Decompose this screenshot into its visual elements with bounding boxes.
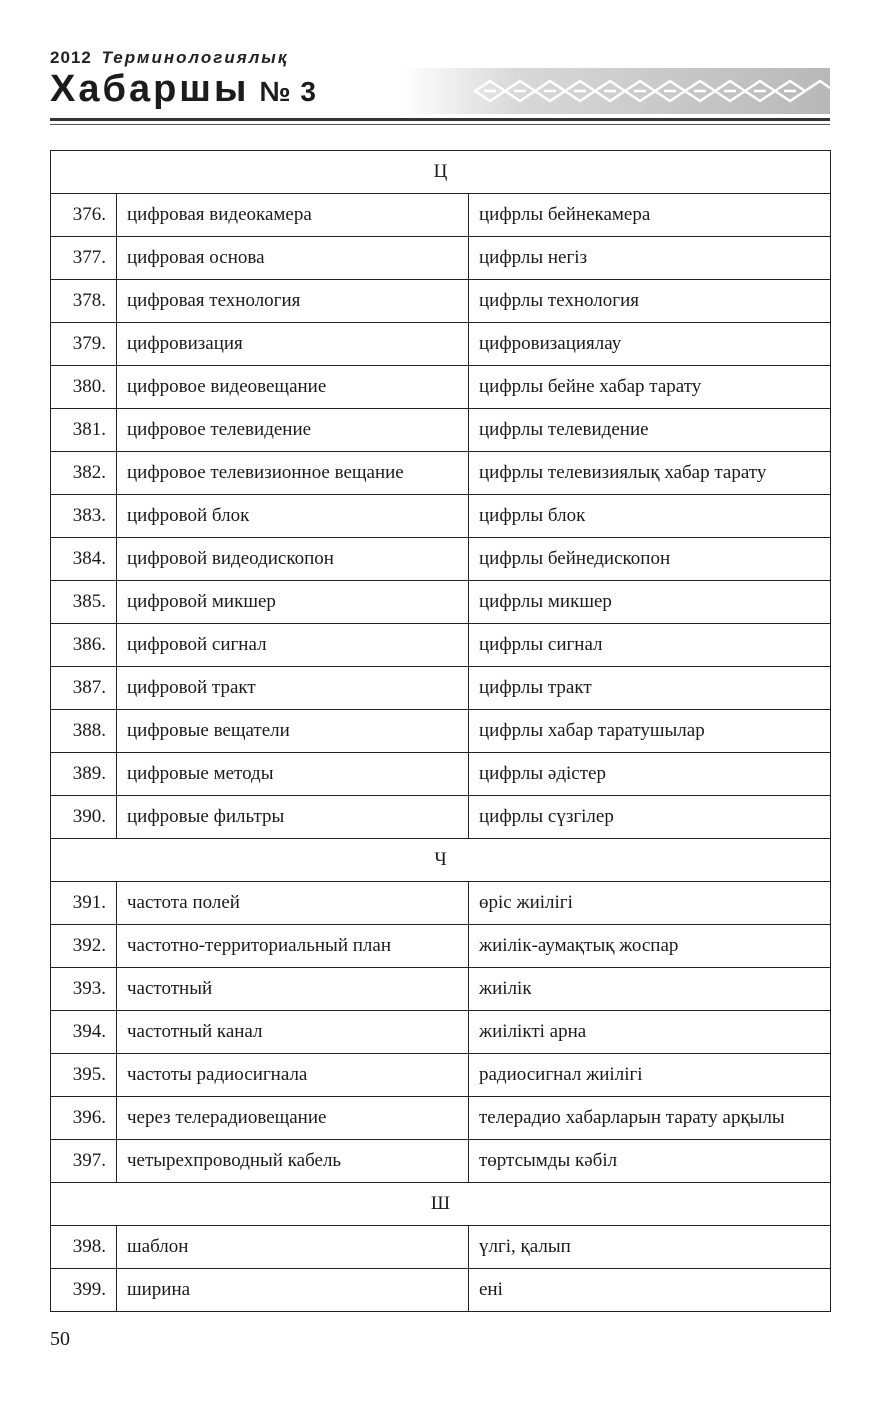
term-kazakh: цифровизациялау xyxy=(469,323,831,366)
term-russian: через телерадиовещание xyxy=(117,1097,469,1140)
header-year: 2012 xyxy=(50,48,92,67)
table-row xyxy=(51,1097,831,1140)
term-kazakh: цифрлы телевизиялық хабар тарату xyxy=(469,452,831,495)
header-rule xyxy=(50,118,830,121)
term-number: 389. xyxy=(51,753,117,796)
section-header-row xyxy=(51,839,831,882)
term-kazakh: жиілік-аумақтық жоспар xyxy=(469,925,831,968)
header-issue: № 3 xyxy=(259,76,317,107)
term-russian: четырехпроводный кабель xyxy=(117,1140,469,1183)
term-kazakh: жиілік xyxy=(469,968,831,1011)
term-number: 376. xyxy=(51,194,117,237)
term-russian: частоты радиосигнала xyxy=(117,1054,469,1097)
term-number: 398. xyxy=(51,1226,117,1269)
term-number: 394. xyxy=(51,1011,117,1054)
table-row xyxy=(51,194,831,237)
term-kazakh: радиосигнал жиілігі xyxy=(469,1054,831,1097)
term-number: 383. xyxy=(51,495,117,538)
term-kazakh: үлгі, қалып xyxy=(469,1226,831,1269)
term-kazakh: цифрлы әдістер xyxy=(469,753,831,796)
term-russian: цифровые вещатели xyxy=(117,710,469,753)
term-russian: шаблон xyxy=(117,1226,469,1269)
term-number: 396. xyxy=(51,1097,117,1140)
term-kazakh: цифрлы бейнекамера xyxy=(469,194,831,237)
table-row xyxy=(51,1140,831,1183)
term-kazakh: цифрлы сүзгілер xyxy=(469,796,831,839)
table-row xyxy=(51,280,831,323)
term-number: 382. xyxy=(51,452,117,495)
term-kazakh: цифрлы технология xyxy=(469,280,831,323)
section-letter: Ц xyxy=(51,151,831,194)
term-russian: ширина xyxy=(117,1269,469,1312)
term-kazakh: жиілікті арна xyxy=(469,1011,831,1054)
term-kazakh: цифрлы сигнал xyxy=(469,624,831,667)
table-row xyxy=(51,409,831,452)
table-row xyxy=(51,968,831,1011)
term-russian: цифровая технология xyxy=(117,280,469,323)
term-kazakh: цифрлы тракт xyxy=(469,667,831,710)
ornament-icon xyxy=(470,76,830,106)
term-russian: цифровой микшер xyxy=(117,581,469,624)
term-russian: цифровые фильтры xyxy=(117,796,469,839)
term-number: 380. xyxy=(51,366,117,409)
table-row xyxy=(51,323,831,366)
term-kazakh: цифрлы бейнедископон xyxy=(469,538,831,581)
term-number: 381. xyxy=(51,409,117,452)
term-russian: цифровое телевизионное вещание xyxy=(117,452,469,495)
term-russian: цифровой тракт xyxy=(117,667,469,710)
term-number: 399. xyxy=(51,1269,117,1312)
table-row xyxy=(51,753,831,796)
table-row xyxy=(51,1226,831,1269)
term-number: 384. xyxy=(51,538,117,581)
term-number: 387. xyxy=(51,667,117,710)
table-row xyxy=(51,495,831,538)
term-kazakh: цифрлы бейне хабар тарату xyxy=(469,366,831,409)
table-row xyxy=(51,925,831,968)
term-kazakh: цифрлы хабар таратушылар xyxy=(469,710,831,753)
table-row xyxy=(51,624,831,667)
term-kazakh: төртсымды кәбіл xyxy=(469,1140,831,1183)
term-russian: цифровой блок xyxy=(117,495,469,538)
table-row xyxy=(51,667,831,710)
term-russian: цифровой видеодископон xyxy=(117,538,469,581)
section-header-row xyxy=(51,1183,831,1226)
term-number: 397. xyxy=(51,1140,117,1183)
terms-table-body xyxy=(51,151,831,1312)
term-number: 385. xyxy=(51,581,117,624)
term-number: 390. xyxy=(51,796,117,839)
term-number: 393. xyxy=(51,968,117,1011)
header-title: Хабаршы xyxy=(50,68,250,110)
term-russian: частотно-территориальный план xyxy=(117,925,469,968)
term-kazakh: өріс жиілігі xyxy=(469,882,831,925)
term-russian: цифровизация xyxy=(117,323,469,366)
term-russian: цифровая видеокамера xyxy=(117,194,469,237)
term-kazakh: цифрлы телевидение xyxy=(469,409,831,452)
header-title-line xyxy=(50,68,317,111)
term-number: 378. xyxy=(51,280,117,323)
table-row xyxy=(51,237,831,280)
section-letter: Ч xyxy=(51,839,831,882)
term-russian: частота полей xyxy=(117,882,469,925)
term-kazakh: ені xyxy=(469,1269,831,1312)
term-russian: цифровые методы xyxy=(117,753,469,796)
header-subtitle-line xyxy=(50,48,288,68)
term-number: 388. xyxy=(51,710,117,753)
term-russian: частотный канал xyxy=(117,1011,469,1054)
term-kazakh: цифрлы блок xyxy=(469,495,831,538)
section-header-row xyxy=(51,151,831,194)
term-russian: цифровой сигнал xyxy=(117,624,469,667)
terms-table xyxy=(50,150,831,1312)
table-row xyxy=(51,1011,831,1054)
term-kazakh: цифрлы микшер xyxy=(469,581,831,624)
table-row xyxy=(51,882,831,925)
term-kazakh: телерадио хабарларын тарату арқылы xyxy=(469,1097,831,1140)
table-row xyxy=(51,366,831,409)
term-number: 391. xyxy=(51,882,117,925)
term-russian: цифровая основа xyxy=(117,237,469,280)
table-row xyxy=(51,710,831,753)
journal-header xyxy=(50,48,830,128)
table-row xyxy=(51,452,831,495)
term-number: 386. xyxy=(51,624,117,667)
table-row xyxy=(51,796,831,839)
term-number: 377. xyxy=(51,237,117,280)
header-rule-thin xyxy=(50,124,830,125)
table-row xyxy=(51,538,831,581)
table-row xyxy=(51,1054,831,1097)
term-number: 379. xyxy=(51,323,117,366)
term-russian: частотный xyxy=(117,968,469,1011)
term-number: 395. xyxy=(51,1054,117,1097)
header-subtitle: Терминологиялық xyxy=(101,48,289,67)
table-row xyxy=(51,1269,831,1312)
page-number: 50 xyxy=(50,1328,70,1350)
section-letter: Ш xyxy=(51,1183,831,1226)
table-row xyxy=(51,581,831,624)
term-russian: цифровое видеовещание xyxy=(117,366,469,409)
term-number: 392. xyxy=(51,925,117,968)
term-kazakh: цифрлы негіз xyxy=(469,237,831,280)
term-russian: цифровое телевидение xyxy=(117,409,469,452)
